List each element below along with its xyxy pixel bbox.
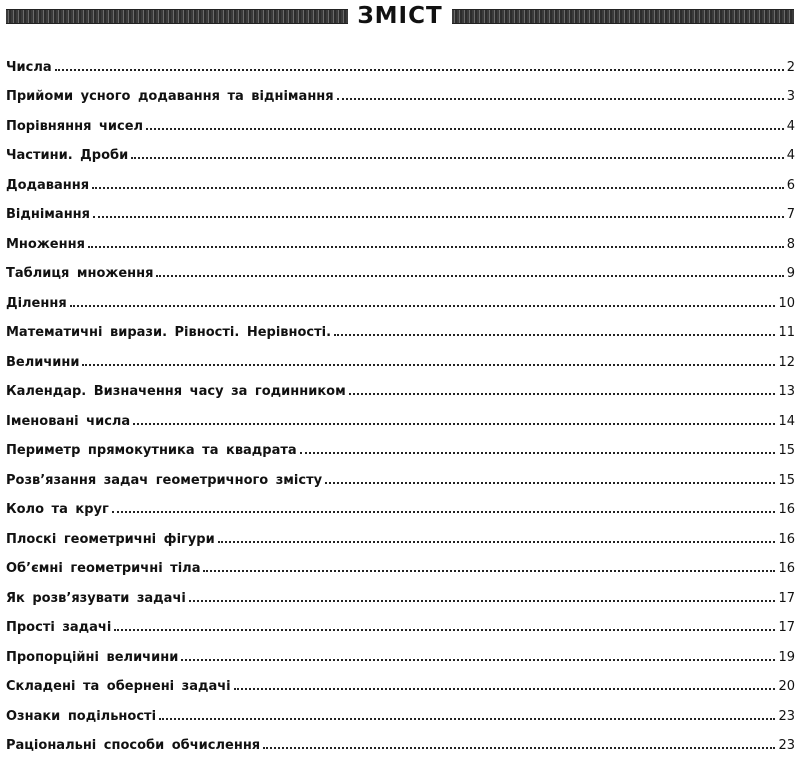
toc-entry[interactable]	[6, 488, 795, 518]
dot-leader	[334, 334, 775, 336]
dot-leader	[349, 393, 776, 395]
toc-entry-page: 6	[786, 177, 795, 193]
toc-entry-page: 4	[786, 118, 795, 134]
toc-entry-title: Складені та обернені задачі	[6, 679, 231, 694]
toc-entry-page: 23	[778, 738, 795, 753]
toc-entry-page: 8	[786, 236, 795, 252]
toc-entry-page: 10	[778, 295, 795, 311]
toc-entry-title: Порівняння чисел	[6, 118, 144, 134]
table-of-contents	[6, 45, 795, 753]
toc-entry-title: Таблиця множення	[6, 266, 154, 281]
toc-entry-page: 17	[778, 620, 795, 635]
toc-entry-title: Ділення	[6, 295, 67, 311]
toc-entry[interactable]	[6, 576, 795, 606]
toc-entry-page: 20	[778, 679, 795, 694]
toc-entry-page: 15	[778, 472, 795, 488]
dot-leader	[263, 747, 775, 749]
dot-leader	[70, 305, 776, 307]
dot-leader	[112, 511, 776, 513]
toc-entry-page: 11	[778, 325, 795, 340]
toc-entry-page: 16	[778, 561, 795, 576]
toc-entry[interactable]	[6, 75, 795, 105]
toc-entry-page: 17	[778, 590, 795, 606]
toc-entry[interactable]	[6, 429, 795, 459]
toc-entry[interactable]	[6, 104, 795, 134]
header-decorative-bar-right	[452, 9, 794, 24]
toc-entry-title: Додавання	[6, 177, 90, 193]
dot-leader	[181, 659, 775, 661]
toc-entry-page: 16	[778, 531, 795, 547]
toc-entry-title: Ознаки подільності	[6, 708, 157, 724]
dot-leader	[133, 423, 775, 425]
dot-leader	[337, 98, 784, 100]
toc-entry-title: Коло та круг	[6, 502, 109, 517]
dot-leader	[325, 482, 775, 484]
dot-leader	[55, 69, 784, 71]
toc-entry[interactable]	[6, 635, 795, 665]
toc-entry-page: 16	[778, 502, 795, 517]
toc-entry-title: Календар. Визначення часу за годинником	[6, 384, 346, 399]
toc-entry-title: Іменовані числа	[6, 413, 131, 429]
dot-leader	[114, 629, 775, 631]
dot-leader	[189, 600, 776, 602]
dot-leader	[146, 128, 784, 130]
toc-entry-page: 13	[778, 384, 795, 399]
toc-entry-page: 4	[786, 148, 795, 163]
toc-entry[interactable]	[6, 163, 795, 193]
toc-entry-page: 12	[778, 354, 795, 370]
toc-entry-title: Частини. Дроби	[6, 148, 129, 163]
toc-entry-title: Пропорційні величини	[6, 649, 179, 665]
toc-entry-page: 3	[786, 89, 795, 104]
toc-entry[interactable]	[6, 370, 795, 400]
toc-entry[interactable]	[6, 399, 795, 429]
toc-entry[interactable]	[6, 547, 795, 577]
toc-entry-title: Числа	[6, 59, 52, 75]
dot-leader	[82, 364, 775, 366]
toc-entry[interactable]	[6, 45, 795, 75]
toc-entry-page: 19	[778, 649, 795, 665]
toc-entry-title: Раціональні способи обчислення	[6, 738, 261, 753]
toc-entry[interactable]	[6, 193, 795, 223]
toc-entry-title: Об’ємні геометричні тіла	[6, 561, 201, 576]
dot-leader	[156, 275, 783, 277]
dot-leader	[159, 718, 775, 720]
dot-leader	[218, 541, 776, 543]
toc-entry-title: Величини	[6, 354, 80, 370]
toc-entry[interactable]	[6, 311, 795, 341]
header-decorative-bar-left	[6, 9, 348, 24]
toc-entry[interactable]	[6, 281, 795, 311]
toc-entry-title: Прості задачі	[6, 620, 112, 635]
dot-leader	[203, 570, 775, 572]
toc-entry[interactable]	[6, 606, 795, 636]
toc-entry-title: Віднімання	[6, 207, 91, 222]
toc-entry[interactable]	[6, 252, 795, 282]
toc-entry[interactable]	[6, 517, 795, 547]
toc-entry-page: 2	[786, 59, 795, 75]
toc-entry-page: 14	[778, 413, 795, 429]
toc-entry-title: Математичні вирази. Рівності. Нерівності.	[6, 325, 332, 340]
toc-entry[interactable]	[6, 458, 795, 488]
toc-entry[interactable]	[6, 665, 795, 695]
toc-header	[0, 0, 800, 36]
dot-leader	[92, 187, 784, 189]
toc-entry[interactable]	[6, 724, 795, 754]
toc-entry-page: 9	[786, 266, 795, 281]
toc-entry-title: Периметр прямокутника та квадрата	[6, 443, 297, 458]
dot-leader	[131, 157, 784, 159]
toc-entry-page: 7	[786, 207, 795, 222]
toc-entry[interactable]	[6, 340, 795, 370]
toc-entry[interactable]	[6, 134, 795, 164]
toc-entry-title: Плоскі геометричні фігури	[6, 531, 215, 547]
toc-entry-page: 15	[778, 443, 795, 458]
dot-leader	[88, 246, 784, 248]
toc-entry-title: Розв’язання задач геометричного змісту	[6, 472, 323, 488]
toc-entry-title: Множення	[6, 236, 85, 252]
toc-entry-title: Прийоми усного додавання та віднімання	[6, 89, 334, 104]
toc-entry[interactable]	[6, 694, 795, 724]
dot-leader	[234, 688, 776, 690]
toc-entry[interactable]	[6, 222, 795, 252]
dot-leader	[93, 216, 784, 218]
page-title: ЗМІСТ	[357, 3, 443, 29]
dot-leader	[300, 452, 776, 454]
toc-entry-page: 23	[778, 708, 795, 724]
toc-entry-title: Як розв’язувати задачі	[6, 590, 186, 606]
